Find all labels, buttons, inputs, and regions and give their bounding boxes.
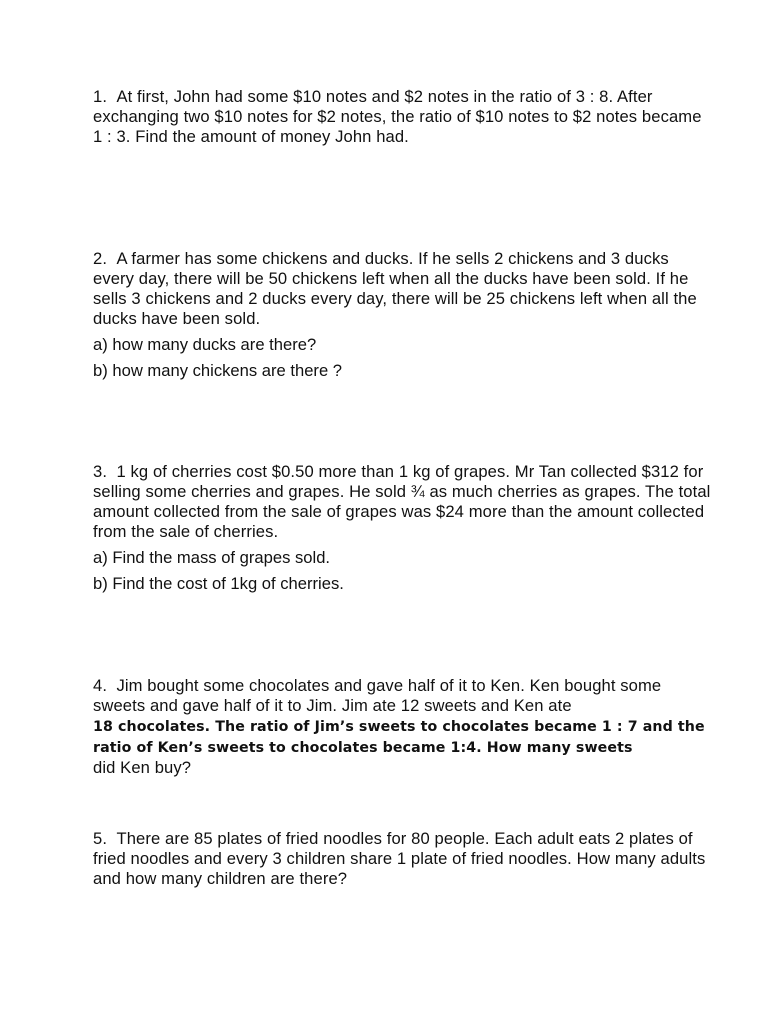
question-3-part-b: b) Find the cost of 1kg of cherries. [93, 574, 344, 593]
question-4-body-regular: Jim bought some chocolates and gave half of it to Ken. Ken bought some sweets and gave half of it to Jim. Jim ate 12 sweets and Ken ate [93, 676, 662, 715]
question-2-number: 2. [93, 249, 108, 268]
question-3-body: 1 kg of cherries cost $0.50 more than 1 kg of grapes. Mr Tan collected $312 for selling some cherries and grapes. He sold ¾ as much cherries as grapes. The total amount collected from the sale of grapes was $24 more than the amount collected from the sale of cherries. [93, 462, 711, 541]
question-3-text [93, 462, 713, 542]
question-4-body-bold: 18 chocolates. The ratio of Jim’s sweets to chocolates became 1 : 7 and the ratio of Ken’s sweets to chocolates became 1:4. How many sweets [93, 719, 705, 756]
question-3-number: 3. [93, 462, 108, 481]
question-2-part-a: a) how many ducks are there? [93, 335, 317, 354]
question-1-number: 1. [93, 87, 108, 106]
question-4 [93, 676, 713, 778]
question-2 [93, 249, 713, 381]
question-4-number: 4. [93, 676, 108, 695]
question-3-part-a: a) Find the mass of grapes sold. [93, 548, 331, 567]
question-1 [93, 87, 713, 147]
question-5-number: 5. [93, 829, 108, 848]
question-2-part-b: b) how many chickens are there ? [93, 361, 343, 380]
question-5 [93, 829, 713, 889]
question-2-body: A farmer has some chickens and ducks. If he sells 2 chickens and 3 ducks every day, there will be 50 chickens left when all the ducks have been sold. If he sells 3 chickens and 2 ducks every day, there will be 25 chickens left when all the ducks have been sold. [93, 249, 697, 328]
question-2-text [93, 249, 713, 329]
question-4-body-end: did Ken buy? [93, 758, 192, 777]
question-5-body: There are 85 plates of fried noodles for 80 people. Each adult eats 2 plates of fried noodles and every 3 children share 1 plate of fried noodles. How many adults and how many children are there? [93, 829, 706, 888]
question-4-text [93, 676, 713, 778]
question-3 [93, 462, 713, 594]
question-5-text [93, 829, 713, 889]
question-1-body: At first, John had some $10 notes and $2 notes in the ratio of 3 : 8. After exchanging two $10 notes for $2 notes, the ratio of $10 notes to $2 notes became 1 : 3. Find the amount of money John had. [93, 87, 702, 146]
question-1-text [93, 87, 713, 147]
